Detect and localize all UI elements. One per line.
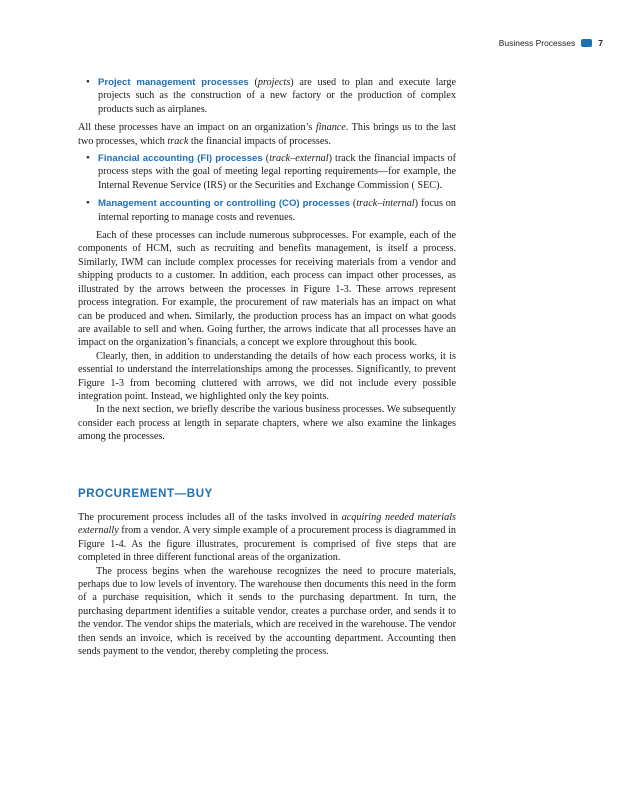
- paragraph-interrelationships: Clearly, then, in addition to understanding the details of how each process works, it is essential to understand the interrelationships among the processes. Significantly, to prevent Figure 1-3 from becoming cluttered with arrows, we did not include every possible integration point. Instead, we highlighted only the key points.: [78, 350, 456, 402]
- bullet-term: Project management processes: [98, 77, 249, 88]
- bullet-paren: (: [248, 77, 258, 88]
- header-marker-icon: [581, 39, 592, 47]
- running-title: Business Processes: [498, 38, 576, 48]
- bullet-paren: (: [350, 198, 357, 210]
- bullet-paren: (: [262, 153, 270, 165]
- paragraph-next-section: In the next section, we briefly describe the various business processes. We subsequently consider each process at length in separate chapters, where we also examine the linkages among the processes.: [78, 404, 456, 443]
- bullet-term: Financial accounting (FI) processes: [98, 153, 263, 165]
- italic-run: finance: [315, 122, 346, 134]
- body-text: [78, 76, 456, 658]
- bullet-italic: track–internal: [356, 198, 415, 210]
- page-number: 7: [598, 38, 603, 48]
- paragraph-finance: [78, 121, 456, 148]
- bullet-text: ) focus on internal reporting to manage costs and revenues.: [98, 198, 456, 223]
- text-run: the financial impacts of processes.: [188, 135, 331, 147]
- bullet-text: ) are used to plan and execute large projects such as the construction of a new factory or the production of complex products such as airplanes.: [98, 77, 456, 115]
- section-heading: PROCUREMENT—BUY: [78, 487, 213, 500]
- bullet-text: ) track the financial impacts of process steps with the goal of meeting legal reporting requirements—for example, the Internal Revenue Service (IRS) or the Securities and Exchange Commission ( SEC).: [98, 153, 456, 191]
- paragraph-procurement-intro: [78, 511, 456, 565]
- bullet-italic: track–external: [269, 153, 329, 165]
- italic-run: acquiring needed materials externally: [78, 511, 456, 537]
- bullet-item-management-accounting: [78, 197, 456, 224]
- bullet-list-projects: [78, 76, 456, 116]
- text-run: All these processes have an impact on an organization’s: [78, 122, 316, 134]
- bullet-item-project-management: [78, 76, 456, 116]
- text-run: from a vendor. A very simple example of a procurement process is diagrammed in Figure 1-4. As the figure illustrates, procurement is comprised of five steps that are completed in three different functional areas of the organization.: [78, 525, 456, 564]
- text-run: The procurement process includes all of the tasks involved in: [78, 511, 342, 523]
- text-run: . This brings us to the last two processes, which: [78, 122, 456, 147]
- bullet-term: Management accounting or controlling (CO) processes: [98, 198, 351, 210]
- bullet-list-accounting: [78, 152, 456, 224]
- paragraph-subprocesses: Each of these processes can include numerous subprocesses. For example, each of the components of HCM, such as recruiting and benefits management, is itself a process. Similarly, IWM can include complex processes for receiving materials from a vendor and shipping products to a customer. In addition, each process can impact other processes, as illustrated by the arrows between the processes in Figure 1-3. These arrows represent process integration. For example, the procurement of raw materials has an impact on what can be produced and when. Similarly, the production process has an impact on what goods are available to sell and when. Going further, the arrows indicate that all processes have an impact on the organization’s financials, a concept we explore throughout this book.: [78, 230, 456, 349]
- italic-run: track: [167, 135, 189, 147]
- bullet-italic: projects: [257, 77, 291, 88]
- paragraph-procurement-steps: The process begins when the warehouse recognizes the need to procure materials, perhaps due to low levels of inventory. The warehouse then documents this need in the form of a purchase requisition, which it sends to the purchasing department. In turn, the purchasing department identifies a suitable vendor, creates a purchase order, and sends it to the vendor. The vendor ships the materials, which are received in the warehouse. The vendor then sends an invoice, which is received by the accounting department. Accounting then sends payment to the vendor, thereby completing the process.: [78, 565, 456, 658]
- bullet-item-financial-accounting: [78, 152, 456, 192]
- running-header: [499, 38, 603, 48]
